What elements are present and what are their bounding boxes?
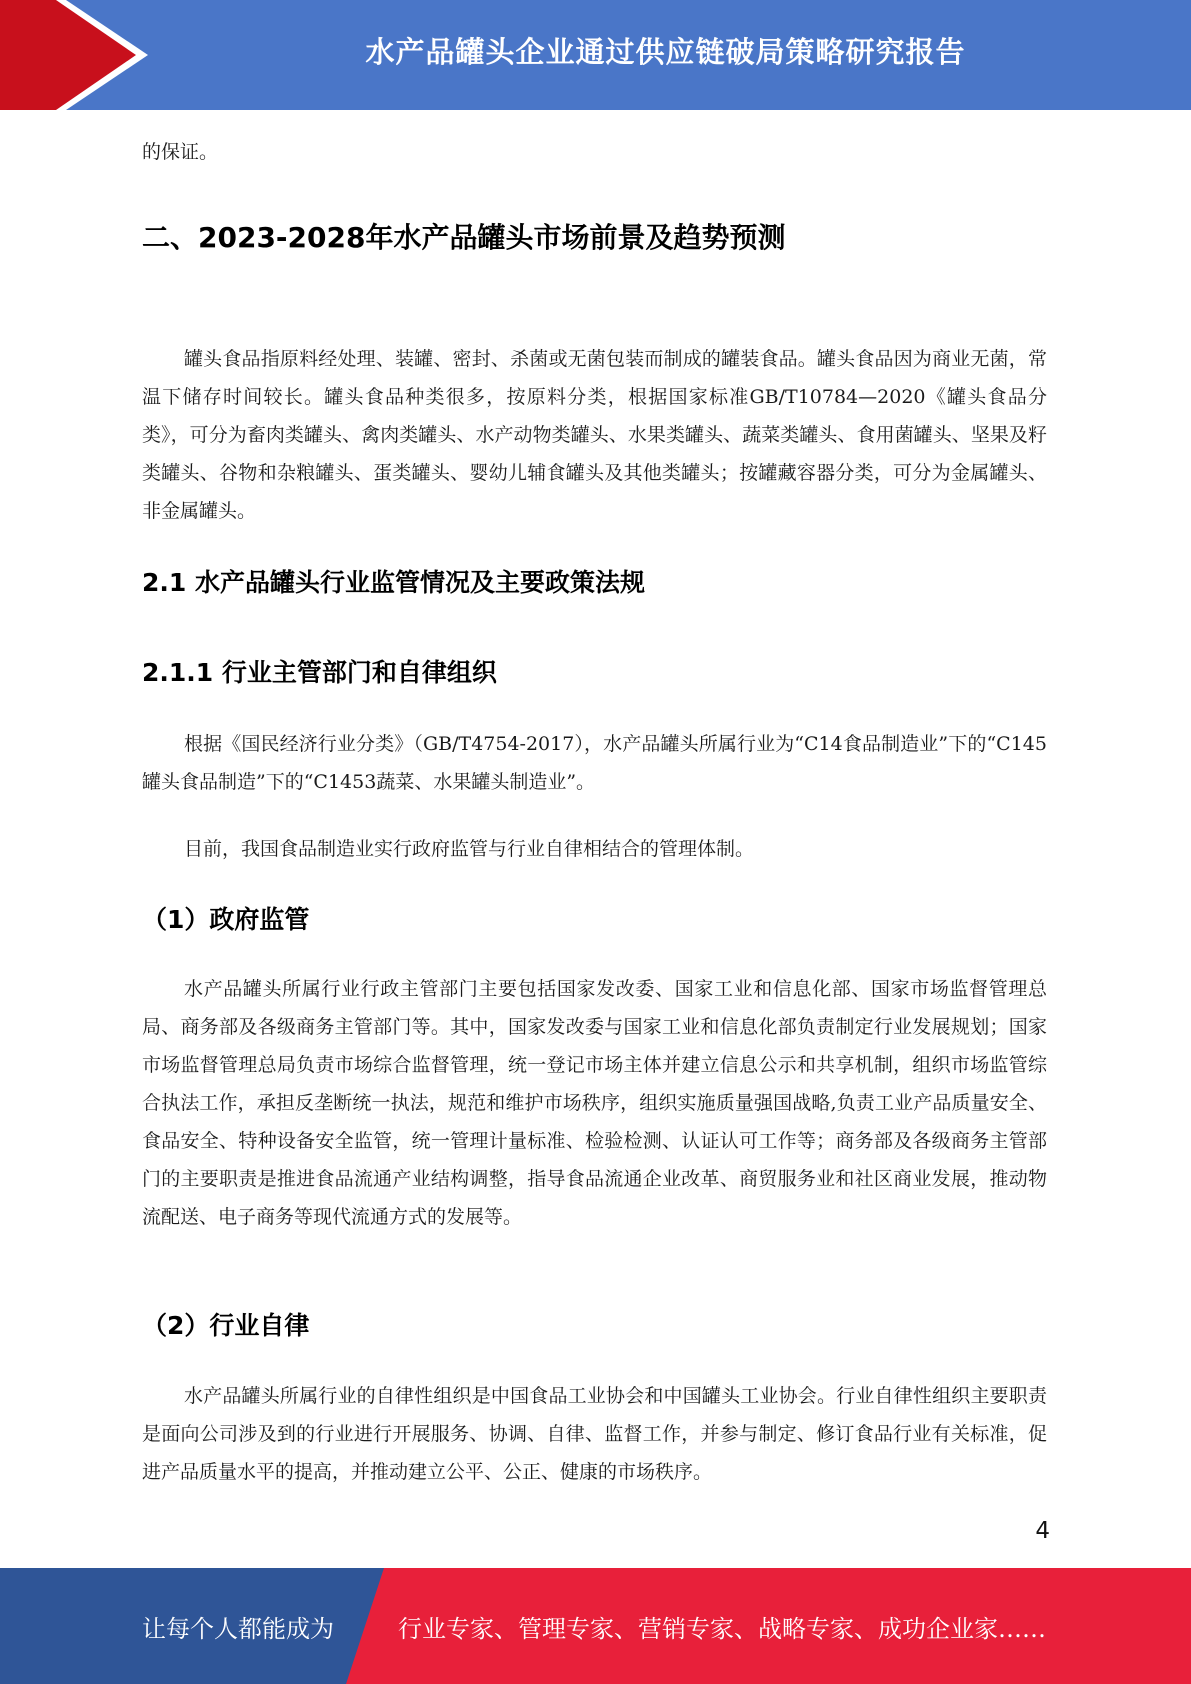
paragraph-classification: 根据《国民经济行业分类》（GB/T4754-2017），水产品罐头所属行业为“C14食品制造业”下的“C145罐头食品制造”下的“C1453蔬菜、水果罐头制造业”。 (142, 733, 1047, 793)
paragraph-government-supervision: 水产品罐头所属行业行政主管部门主要包括国家发改委、国家工业和信息化部、国家市场监督管理总局、商务部及各级商务主管部门等。其中，国家发改委与国家工业和信息化部负责制定行业发展规划；国家市场监督管理总局负责市场综合监督管理，统一登记市场主体并建立信息公示和共享机制，组织市场监管综合执法工作，承担反垄断统一执法，规范和维护市场秩序，组织实施质量强国战略,负责工业产品质量安全、食品安全、特种设备安全监管，统一管理计量标准、检验检测、认证认可工作等；商务部及各级商务主管部门的主要职责是推进食品流通产业结构调整，指导食品流通企业改革、商贸服务业和社区商业发展，推动物流配送、电子商务等现代流通方式的发展等。 (142, 978, 1047, 1228)
heading-industry-self-regulation: （2）行业自律 (142, 1311, 310, 1340)
page-footer (0, 1568, 1191, 1684)
footer-slogan-right: 行业专家、管理专家、营销专家、战略专家、成功企业家…… (398, 1614, 1046, 1643)
subsection-heading-2-1-1: 2.1.1 行业主管部门和自律组织 (142, 658, 497, 687)
paragraph-continued: 的保证。 (142, 141, 219, 163)
paragraph-industry-self-regulation: 水产品罐头所属行业的自律性组织是中国食品工业协会和中国罐头工业协会。行业自律性组织主要职责是面向公司涉及到的行业进行开展服务、协调、自律、监督工作，并参与制定、修订食品行业有关标准，促进产品质量水平的提高，并推动建立公平、公正、健康的市场秩序。 (142, 1385, 1047, 1483)
red-chevron-icon (0, 0, 160, 110)
paragraph-management-system: 目前，我国食品制造业实行政府监管与行业自律相结合的管理体制。 (184, 838, 755, 860)
footer-slogan-left: 让每个人都能成为 (142, 1614, 334, 1643)
paragraph-definition: 罐头食品指原料经处理、装罐、密封、杀菌或无菌包装而制成的罐装食品。罐头食品因为商业无菌，常温下储存时间较长。罐头食品种类很多，按原料分类，根据国家标准GB/T10784—2020《罐头食品分类》，可分为畜肉类罐头、禽肉类罐头、水产动物类罐头、水果类罐头、蔬菜类罐头、食用菌罐头、坚果及籽类罐头、谷物和杂粮罐头、蛋类罐头、婴幼儿辅食罐头及其他类罐头；按罐藏容器分类，可分为金属罐头、非金属罐头。 (142, 348, 1047, 522)
report-title: 水产品罐头企业通过供应链破局策略研究报告 (365, 34, 966, 69)
heading-government-supervision: （1）政府监管 (142, 905, 310, 934)
page-header (0, 0, 1191, 110)
section-heading-2: 二、2023-2028年水产品罐头市场前景及趋势预测 (142, 221, 786, 254)
page-number: 4 (1035, 1518, 1050, 1544)
subsection-heading-2-1: 2.1 水产品罐头行业监管情况及主要政策法规 (142, 568, 645, 597)
